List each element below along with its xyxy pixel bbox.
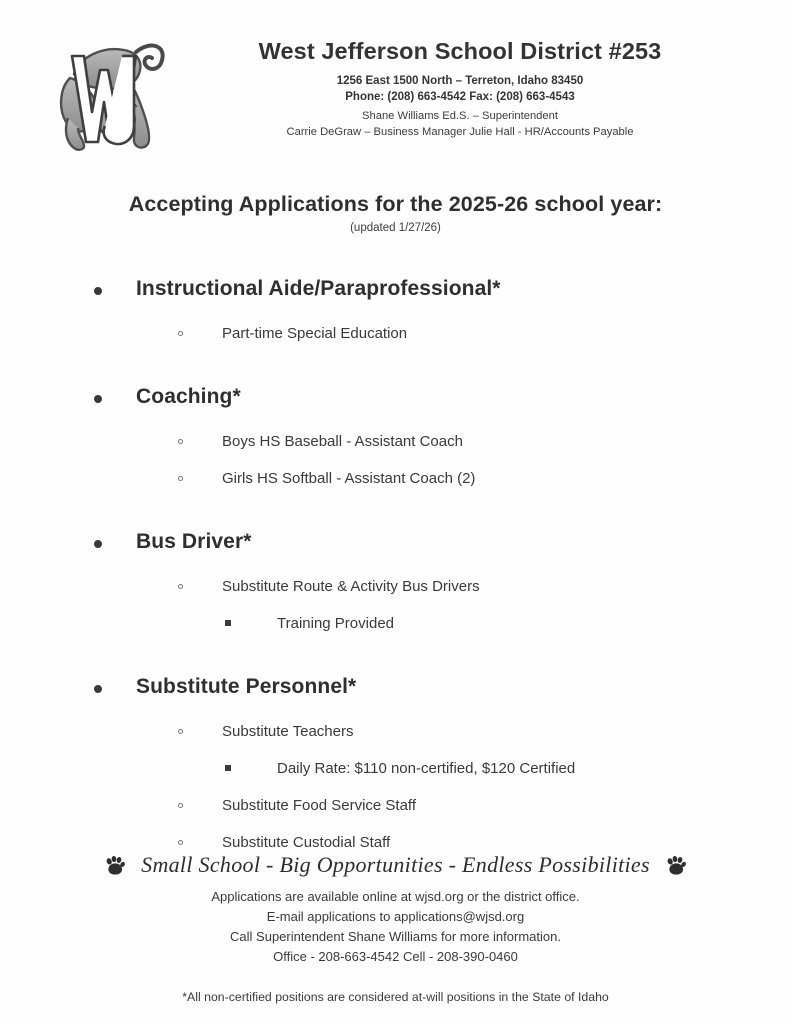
- position-item: [0, 579, 791, 594]
- document-header: [0, 26, 791, 156]
- position-subitem: [0, 761, 791, 776]
- staff-contacts-line: Carrie DeGraw – Business Manager Julie Hall - HR/Accounts Payable: [286, 126, 634, 139]
- circle-bullet-icon: [178, 476, 183, 481]
- position-title-label: Coaching*: [136, 385, 241, 408]
- footer-contact-lines: [0, 887, 791, 968]
- disc-bullet-icon: [94, 685, 102, 693]
- position-item-label: Boys HS Baseball - Assistant Coach: [222, 433, 463, 450]
- position-item: [0, 835, 791, 850]
- position-item-label: Substitute Teachers: [222, 723, 354, 740]
- position-item-label: Substitute Custodial Staff: [222, 834, 391, 851]
- position-item-label: Substitute Food Service Staff: [222, 797, 416, 814]
- positions-list: [0, 278, 791, 850]
- position-group: [0, 676, 791, 850]
- position-item-label: Part-time Special Education: [222, 325, 408, 342]
- disc-bullet-icon: [94, 395, 102, 403]
- position-subitem: [0, 616, 791, 631]
- tagline-text: Small School - Big Opportunities - Endless Possibilities: [141, 852, 650, 877]
- square-bullet-icon: [225, 765, 231, 771]
- position-title-label: Instructional Aide/Paraprofessional*: [136, 277, 501, 300]
- position-item: [0, 434, 791, 449]
- circle-bullet-icon: [178, 803, 183, 808]
- circle-bullet-icon: [178, 729, 183, 734]
- position-group: [0, 531, 791, 631]
- document-footer: [0, 852, 791, 1004]
- position-item: [0, 471, 791, 486]
- disc-bullet-icon: [94, 540, 102, 548]
- disc-bullet-icon: [94, 287, 102, 295]
- circle-bullet-icon: [178, 439, 183, 444]
- position-title: [0, 386, 791, 407]
- position-item-label: Substitute Route & Activity Bus Drivers: [222, 578, 480, 595]
- district-address: 1256 East 1500 North – Terreton, Idaho 83450: [336, 75, 584, 88]
- position-title: [0, 676, 791, 697]
- page-title: Accepting Applications for the 2025-26 school year:: [128, 192, 663, 216]
- tagline-row: [0, 852, 791, 878]
- page-title-block: [0, 192, 791, 234]
- position-subitem-label: Training Provided: [277, 615, 395, 632]
- footer-line-numbers: Office - 208-663-4542 Cell - 208-390-0460: [273, 949, 518, 965]
- footer-line-email: E-mail applications to applications@wjsd.org: [266, 909, 525, 925]
- position-item: [0, 724, 791, 739]
- circle-bullet-icon: [178, 840, 183, 845]
- position-group: [0, 278, 791, 341]
- position-title: [0, 531, 791, 552]
- position-item-label: Girls HS Softball - Assistant Coach (2): [222, 470, 476, 487]
- header-text-block: [180, 38, 740, 141]
- square-bullet-icon: [225, 620, 231, 626]
- circle-bullet-icon: [178, 584, 183, 589]
- position-item: [0, 326, 791, 341]
- disclaimer-text: *All non-certified positions are considered at-will positions in the State of Idaho: [182, 989, 609, 1004]
- position-item: [0, 798, 791, 813]
- circle-bullet-icon: [178, 331, 183, 336]
- paw-print-icon: [666, 856, 686, 875]
- district-phone-fax: Phone: (208) 663-4542 Fax: (208) 663-4543: [345, 91, 575, 104]
- superintendent-line: Shane Williams Ed.S. – Superintendent: [362, 109, 558, 122]
- paw-print-icon: [105, 856, 125, 875]
- position-title-label: Substitute Personnel*: [136, 675, 357, 698]
- footer-line-call: Call Superintendent Shane Williams for more information.: [230, 929, 561, 945]
- footer-line-applications: Applications are available online at wjsd.org or the district office.: [211, 889, 580, 904]
- west-jefferson-panther-logo: [48, 30, 170, 158]
- position-title-label: Bus Driver*: [136, 530, 252, 553]
- position-subitem-label: Daily Rate: $110 non-certified, $120 Certified: [277, 760, 576, 777]
- position-group: [0, 386, 791, 486]
- district-title: West Jefferson School District #253: [258, 38, 662, 64]
- position-title: [0, 278, 791, 299]
- updated-date: (updated 1/27/26): [350, 222, 441, 234]
